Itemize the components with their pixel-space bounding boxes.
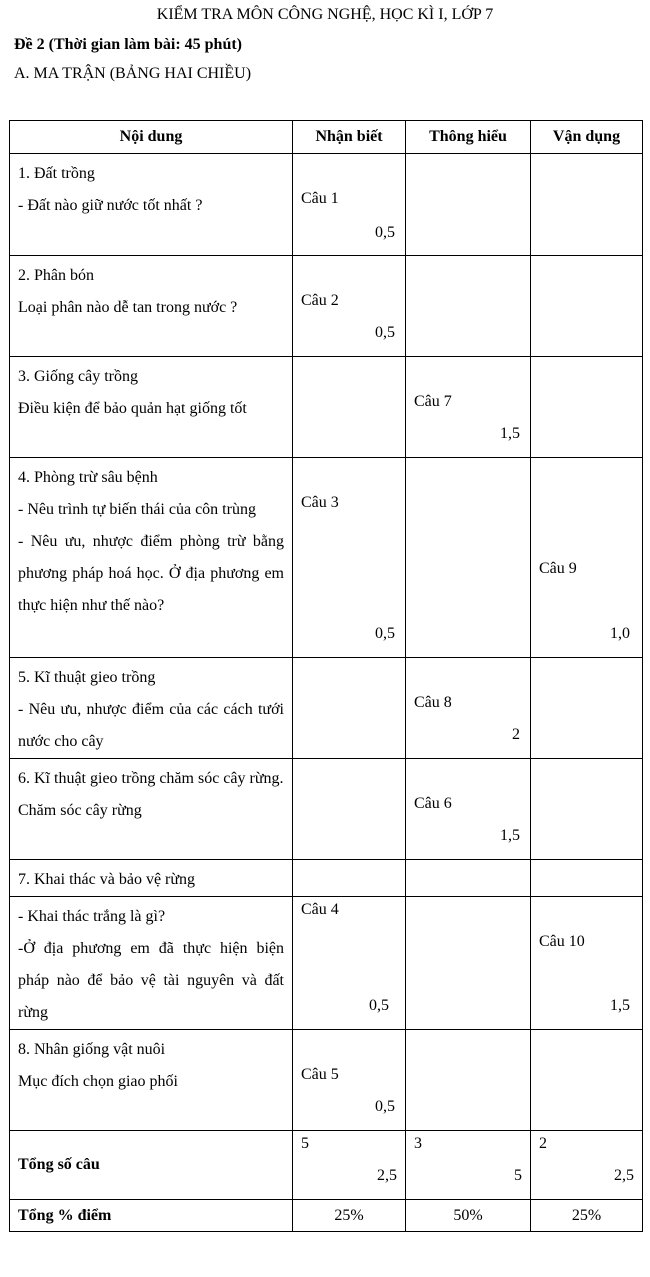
recognition-cell — [293, 1030, 406, 1131]
table-row — [10, 658, 643, 759]
content-line: - Nêu ưu, nhược điểm phòng trừ bằng phương pháp hoá học. Ở địa phương em thực hiện như thế nào? — [18, 533, 284, 614]
content-line: Loại phân nào dễ tan trong nước ? — [18, 299, 238, 316]
comprehension-cell — [406, 256, 531, 357]
exam-info: Đề 2 (Thời gian làm bài: 45 phút) — [14, 36, 242, 53]
question-count: 2 — [539, 1135, 547, 1152]
content-line: 3. Giống cây trồng — [18, 368, 138, 385]
comprehension-cell — [406, 1030, 531, 1131]
comprehension-cell — [406, 897, 531, 1030]
question-label: Câu 8 — [414, 694, 452, 711]
recognition-cell — [293, 458, 406, 658]
question-label: Câu 4 — [301, 901, 339, 918]
content-line: Điều kiện để bảo quản hạt giống tốt — [18, 400, 247, 417]
section-heading: A. MA TRẬN (BẢNG HAI CHIỀU) — [14, 65, 252, 82]
comprehension-cell — [406, 658, 531, 759]
content-line: Mục đích chọn giao phối — [18, 1073, 178, 1090]
score-value: 0,5 — [375, 324, 395, 341]
comprehension-cell — [406, 860, 531, 897]
question-label: Câu 1 — [301, 190, 339, 207]
total-questions-label: Tổng số câu — [10, 1131, 293, 1200]
content-cell — [10, 458, 293, 658]
content-cell — [10, 1030, 293, 1131]
content-line: 1. Đất trồng — [18, 165, 95, 182]
header-recognition: Nhận biết — [293, 121, 406, 154]
total-questions-row — [10, 1131, 643, 1200]
content-cell — [10, 154, 293, 256]
question-label: Câu 3 — [301, 494, 339, 511]
content-line: - Đất nào giữ nước tốt nhất ? — [18, 197, 203, 214]
question-label: Câu 6 — [414, 795, 452, 812]
question-label: Câu 5 — [301, 1066, 339, 1083]
application-cell — [531, 1030, 643, 1131]
matrix-table — [9, 120, 643, 1232]
content-line: 8. Nhân giống vật nuôi — [18, 1041, 166, 1058]
content-line: Chăm sóc cây rừng — [18, 802, 142, 819]
score-value: 0,5 — [369, 997, 389, 1014]
recognition-cell — [293, 860, 406, 897]
score-value: 1,5 — [500, 425, 520, 442]
content-cell — [10, 759, 293, 860]
application-percent: 25% — [531, 1200, 643, 1232]
content-line: 2. Phân bón — [18, 267, 94, 284]
recognition-percent: 25% — [293, 1200, 406, 1232]
recognition-cell — [293, 897, 406, 1030]
question-count: 3 — [414, 1135, 422, 1152]
total-percent-row — [10, 1200, 643, 1232]
content-line: 6. Kĩ thuật gieo trồng chăm sóc cây rừng. — [18, 770, 284, 787]
score-value: 0,5 — [375, 625, 395, 642]
score-total: 5 — [514, 1167, 522, 1184]
comprehension-cell — [406, 357, 531, 458]
content-line: - Khai thác trắng là gì? — [18, 908, 166, 925]
table-row — [10, 897, 643, 1030]
question-label: Câu 9 — [539, 560, 577, 577]
application-total-cell — [531, 1131, 643, 1200]
question-label: Câu 2 — [301, 292, 339, 309]
application-cell — [531, 458, 643, 658]
comprehension-total-cell — [406, 1131, 531, 1200]
score-total: 2,5 — [614, 1167, 634, 1184]
application-cell — [531, 759, 643, 860]
header-content: Nội dung — [10, 121, 293, 154]
content-line: 4. Phòng trừ sâu bệnh — [18, 469, 158, 486]
content-line: -Ở địa phương em đã thực hiện biện pháp nào để bảo vệ tài nguyên và đất rừng — [18, 940, 284, 1021]
application-cell — [531, 860, 643, 897]
score-total: 2,5 — [377, 1167, 397, 1184]
table-header-row — [10, 121, 643, 154]
application-cell — [531, 256, 643, 357]
application-cell — [531, 357, 643, 458]
content-line: 7. Khai thác và bảo vệ rừng — [18, 871, 196, 888]
application-cell — [531, 658, 643, 759]
comprehension-cell — [406, 154, 531, 256]
recognition-cell — [293, 759, 406, 860]
content-cell — [10, 897, 293, 1030]
recognition-cell — [293, 154, 406, 256]
content-cell — [10, 860, 293, 897]
header-application: Vận dụng — [531, 121, 643, 154]
score-value: 1,5 — [610, 997, 630, 1014]
content-cell — [10, 256, 293, 357]
table-row — [10, 154, 643, 256]
comprehension-percent: 50% — [406, 1200, 531, 1232]
document-title: KIỂM TRA MÔN CÔNG NGHỆ, HỌC KÌ I, LỚP 7 — [156, 6, 494, 23]
question-label: Câu 10 — [539, 933, 585, 950]
recognition-cell — [293, 658, 406, 759]
recognition-cell — [293, 357, 406, 458]
table-row — [10, 759, 643, 860]
score-value: 0,5 — [375, 224, 395, 241]
table-row — [10, 357, 643, 458]
table-row — [10, 1030, 643, 1131]
content-line: - Nêu trình tự biến thái của côn trùng — [18, 501, 256, 518]
score-value: 1,0 — [610, 625, 630, 642]
score-value: 2 — [512, 726, 520, 743]
header-comprehension: Thông hiểu — [406, 121, 531, 154]
recognition-cell — [293, 256, 406, 357]
comprehension-cell — [406, 759, 531, 860]
content-line: - Nêu ưu, nhược điểm của các cách tưới nước cho cây — [18, 701, 284, 750]
comprehension-cell — [406, 458, 531, 658]
content-cell — [10, 658, 293, 759]
score-value: 1,5 — [500, 827, 520, 844]
content-cell — [10, 357, 293, 458]
application-cell — [531, 154, 643, 256]
question-label: Câu 7 — [414, 393, 452, 410]
table-row — [10, 860, 643, 897]
content-line: 5. Kĩ thuật gieo trồng — [18, 669, 156, 686]
application-cell — [531, 897, 643, 1030]
table-row — [10, 458, 643, 658]
table-row — [10, 256, 643, 357]
recognition-total-cell — [293, 1131, 406, 1200]
question-count: 5 — [301, 1135, 309, 1152]
score-value: 0,5 — [375, 1098, 395, 1115]
total-percent-label: Tổng % điểm — [10, 1200, 293, 1232]
